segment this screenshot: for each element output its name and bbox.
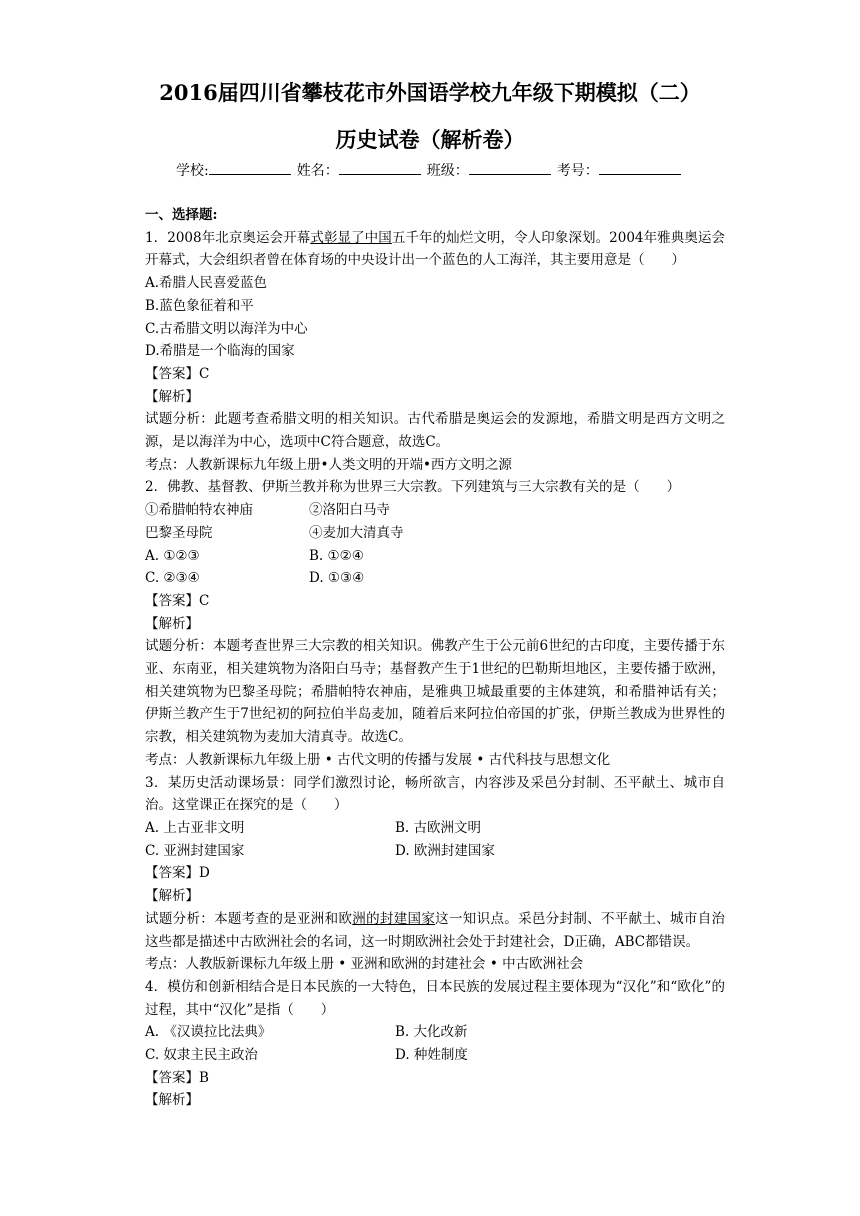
page-subtitle: 历史试卷（解析卷）	[335, 127, 525, 152]
question-4-option-b: B. 大化改新	[395, 1024, 468, 1041]
question-4-options-row-1	[145, 1021, 725, 1044]
question-1-analysis-label: 【解析】	[145, 388, 199, 405]
question-3-option-c: C. 亚洲封建国家	[145, 842, 245, 859]
question-1-analysis: 试题分析：此题考查希腊文明的相关知识。古代希腊是奥运会的发源地，希腊文明是西方文明之源，是以海洋为中心，选项中C符合题意，故选C。	[145, 411, 725, 451]
exam-no-label: 考号：	[556, 163, 599, 179]
question-2-option-a: A. ①②③	[145, 547, 200, 564]
question-4-options-row-2	[145, 1044, 725, 1067]
question-3-analysis-label: 【解析】	[145, 888, 199, 905]
question-3-answer: 【答案】D	[145, 865, 210, 882]
section-title: 一、选择题:	[145, 207, 218, 223]
name-label: 姓名：	[296, 163, 339, 179]
question-2-answer: 【答案】C	[145, 592, 210, 609]
class-label: 班级：	[426, 163, 469, 179]
question-3-point: 考点：人教版新课标九年级上册 • 亚洲和欧洲的封建社会 • 中古欧洲社会	[145, 956, 584, 973]
question-1-point: 考点：人教新课标九年级上册•人类文明的开端•西方文明之源	[145, 456, 512, 473]
question-4-option-a: A. 《汉谟拉比法典》	[145, 1024, 272, 1041]
question-1-answer: 【答案】C	[145, 365, 210, 382]
question-2-stem: 2．佛教、基督教、伊斯兰教并称为世界三大宗教。下列建筑与三大宗教有关的是（ ）	[145, 479, 681, 496]
school-field[interactable]	[209, 160, 291, 175]
question-2-analysis-label: 【解析】	[145, 615, 199, 632]
question-2-item-2: ②洛阳白马寺	[309, 502, 390, 519]
question-2-items-row-2	[145, 522, 725, 545]
exam-no-field[interactable]	[599, 160, 681, 175]
question-1-option-a: A.希腊人民喜爱蓝色	[145, 275, 268, 292]
question-1-option-c: C.古希腊文明以海洋为中心	[145, 320, 308, 337]
question-2-options-row-2	[145, 567, 725, 590]
question-2-option-d: D. ①③④	[309, 570, 365, 587]
question-list	[145, 204, 725, 1112]
class-field[interactable]	[469, 160, 551, 175]
question-3-options-row-1	[145, 817, 725, 840]
question-2-analysis: 试题分析：本题考查世界三大宗教的相关知识。佛教产生于公元前6世纪的古印度，主要传播于东亚、东南亚，相关建筑物为洛阳白马寺；基督教产生于1世纪的巴勒斯坦地区，主要传播于欧洲，相关建筑物为巴黎圣母院；希腊帕特农神庙，是雅典卫城最重要的主体建筑，和希腊神话有关；伊斯兰教产生于7世纪初的阿拉伯半岛麦加，随着后来阿拉伯帝国的扩张，伊斯兰教成为世界性的宗教，相关建筑物为麦加大清真寺。故选C。	[145, 638, 725, 746]
question-2-point: 考点：人教新课标九年级上册 • 古代文明的传播与发展 • 古代科技与思想文化	[145, 751, 611, 768]
question-3-stem: 3．某历史活动课场景：同学们激烈讨论，畅所欲言，内容涉及采邑分封制、丕平献土、城市自治。这堂课正在探究的是（ ）	[145, 774, 725, 814]
question-4-stem: 4．模仿和创新相结合是日本民族的一大特色，日本民族的发展过程主要体现为“汉化”和“欧化”的过程，其中“汉化”是指（ ）	[145, 978, 725, 1018]
question-2-options-row-1	[145, 545, 725, 568]
question-2-option-c: C. ②③④	[145, 570, 200, 587]
question-3-analysis: 试题分析：本题考查的是亚洲和欧洲的封建国家这一知识点。采邑分封制、不平献土、城市自治这些都是描述中古欧洲社会的名词，这一时期欧洲社会处于封建社会，D正确，ABC都错误。	[145, 910, 726, 950]
student-info-line	[176, 160, 687, 180]
question-1-stem: 1．2008年北京奥运会开幕式彰显了中国五千年的灿烂文明，令人印象深划。2004年雅典奥运会开幕式，大会组织者曾在体育场的中央设计出一个蓝色的人工海洋，其主要用意是（ ）	[145, 229, 726, 269]
question-4-option-c: C. 奴隶主民主政治	[145, 1047, 258, 1064]
school-label: 学校:	[176, 163, 209, 179]
question-3-option-d: D. 欧洲封建国家	[395, 842, 495, 859]
question-2-item-1: ①希腊帕特农神庙	[145, 502, 253, 519]
question-2-item-4: ④麦加大清真寺	[309, 524, 404, 541]
question-3-options-row-2	[145, 840, 725, 863]
question-2-option-b: B. ①②④	[309, 547, 364, 564]
question-3-option-a: A. 上古亚非文明	[145, 819, 245, 836]
question-4-answer: 【答案】B	[145, 1069, 209, 1086]
question-2-items-row-1	[145, 499, 725, 522]
question-3-option-b: B. 古欧洲文明	[395, 819, 482, 836]
question-4-option-d: D. 种姓制度	[395, 1047, 468, 1064]
question-1-option-b: B.蓝色象征着和平	[145, 297, 254, 314]
question-1-option-d: D.希腊是一个临海的国家	[145, 343, 295, 360]
page-title: 2016届四川省攀枝花市外国语学校九年级下期模拟（二）	[159, 80, 701, 105]
question-4-analysis-label: 【解析】	[145, 1092, 199, 1109]
question-2-item-3: 巴黎圣母院	[145, 524, 213, 541]
name-field[interactable]	[339, 160, 421, 175]
